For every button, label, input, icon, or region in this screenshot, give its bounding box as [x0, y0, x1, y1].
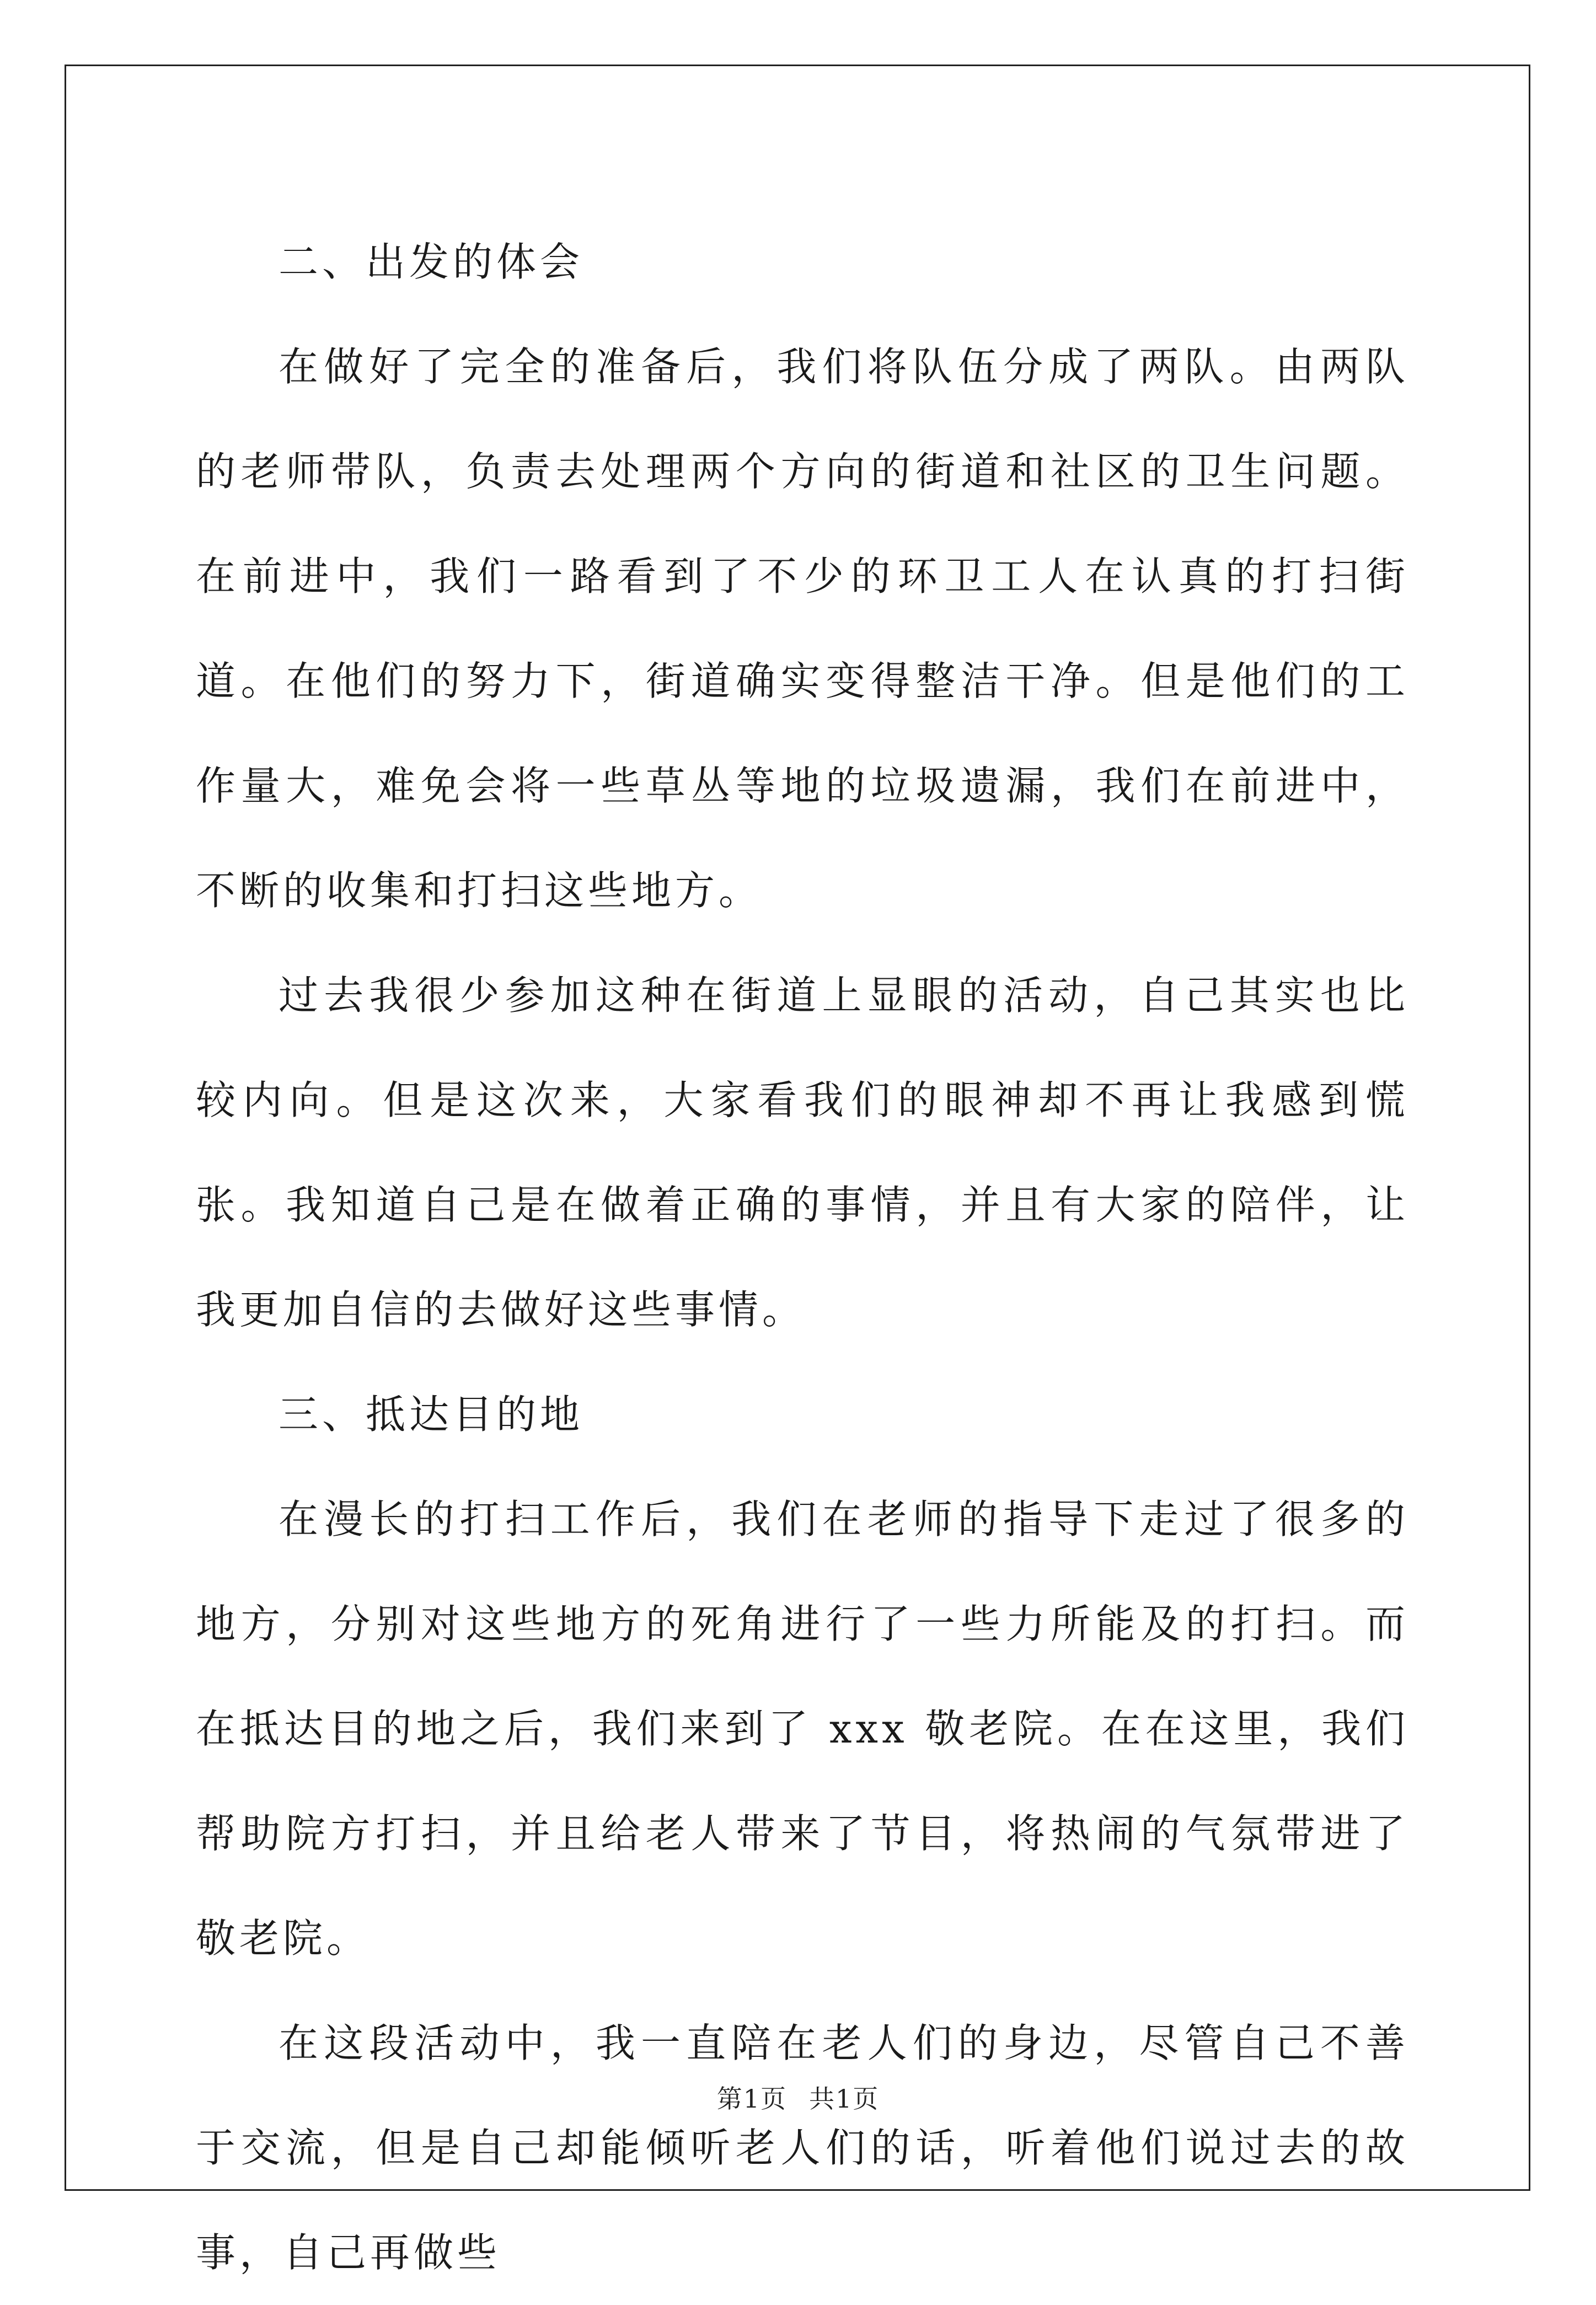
section-heading-destination: 三、抵达目的地	[279, 1391, 584, 1438]
section-heading-departure: 二、出发的体会	[279, 239, 584, 285]
paragraph-destination-body: 在漫长的打扫工作后，我们在老师的指导下走过了很多的地方，分别对这些地方的死角进行了一些力所能及的打扫。而在抵达目的地之后，我们来到了 xxx 敬老院。在在这里，我们帮助院方打扫，并且给老人带来了节目，将热闹的气氛带进了敬老院。	[196, 1496, 1409, 1961]
document-body	[196, 210, 1409, 2305]
page-number: 第1页	[716, 2084, 787, 2114]
paragraph-reflection: 过去我很少参加这种在街道上显眼的活动，自己其实也比较内向。但是这次来，大家看我们的眼神却不再让我感到慌张。我知道自己是在做着正确的事情，并且有大家的陪伴，让我更加自信的去做好这些事情。	[196, 972, 1409, 1333]
paragraph-elderly-companion: 在这段活动中，我一直陪在老人们的身边，尽管自己不善于交流，但是自己却能倾听老人们的话，听着他们说过去的故事，自己再做些	[196, 2020, 1409, 2276]
paragraph-departure-body: 在做好了完全的准备后，我们将队伍分成了两队。由两队的老师带队，负责去处理两个方向的街道和社区的卫生问题。在前进中，我们一路看到了不少的环卫工人在认真的打扫街道。在他们的努力下，街道确实变得整洁干净。但是他们的工作量大，难免会将一些草丛等地的垃圾遗漏，我们在前进中，不断的收集和打扫这些地方。	[196, 344, 1409, 914]
total-pages: 共1页	[809, 2084, 880, 2114]
page-footer	[0, 2079, 1596, 2115]
